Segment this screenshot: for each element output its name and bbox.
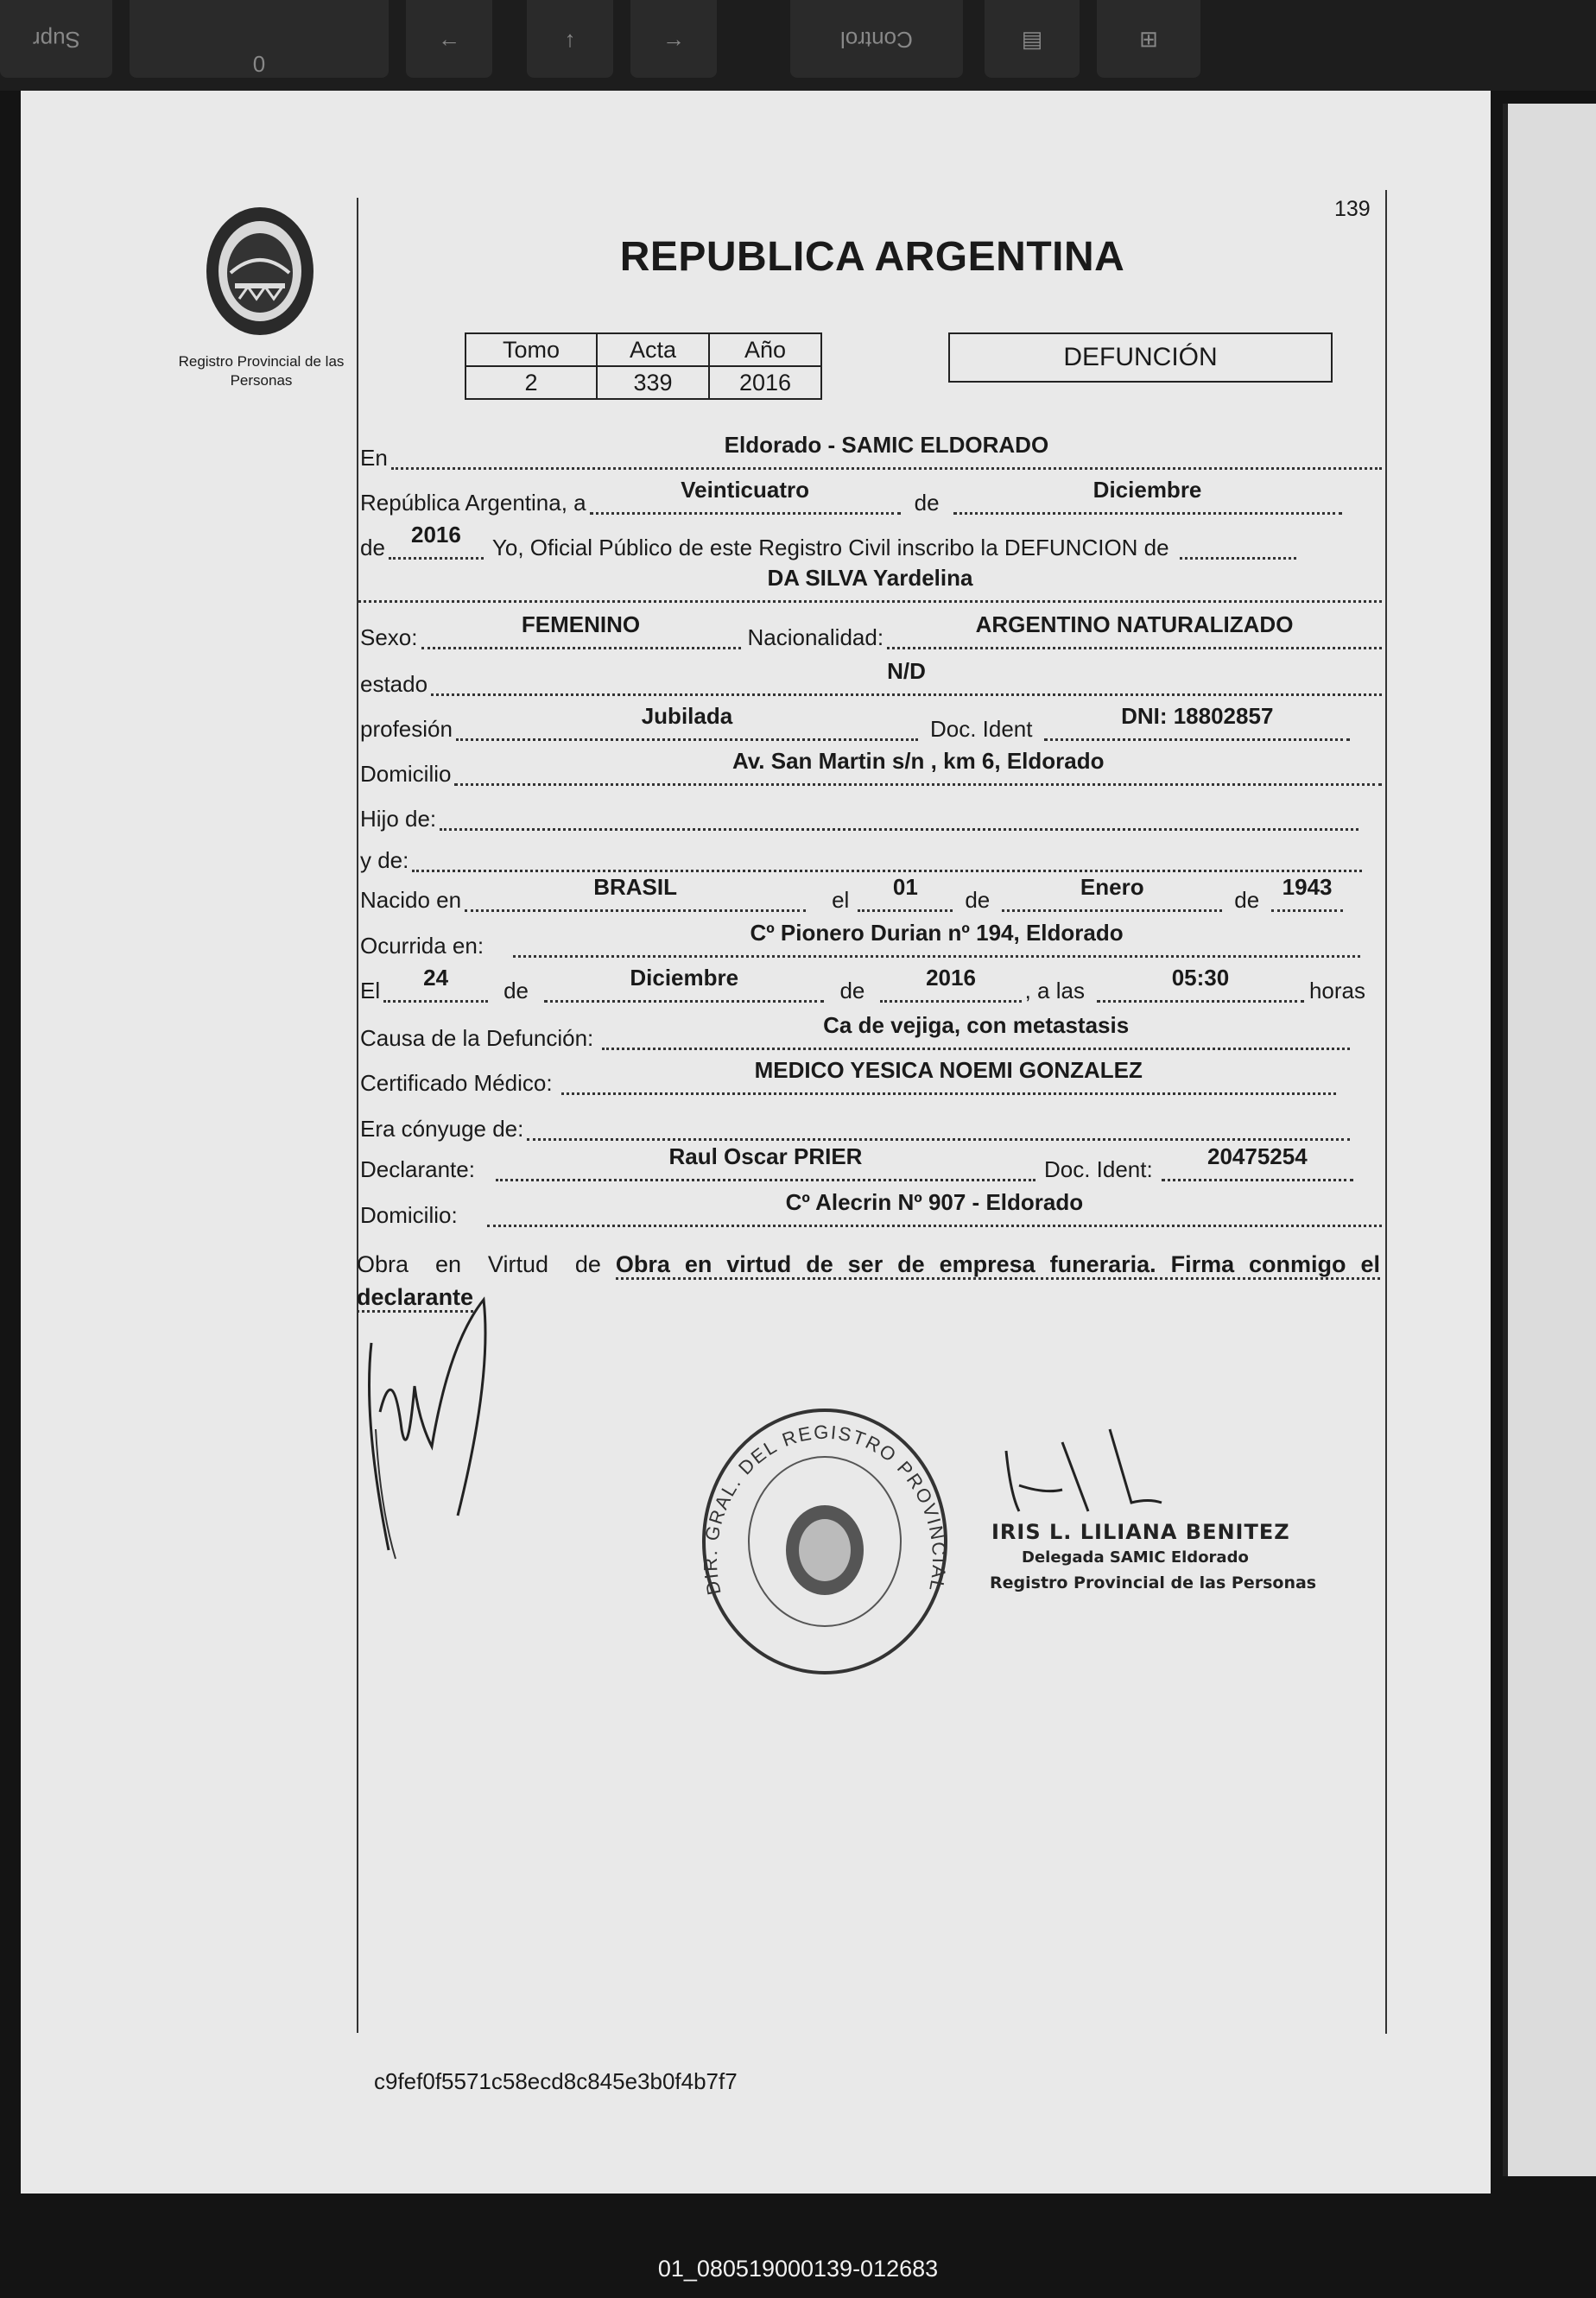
field-ocurrida-en: [513, 920, 1360, 958]
row-declarante: [358, 1143, 1353, 1187]
value-nombre: DA SILVA Yardelina: [767, 565, 973, 591]
label-ocurrida-en: Ocurrida en:: [360, 933, 484, 959]
row-ocurrida: [358, 920, 1360, 963]
value-nac-mes: Enero: [1080, 874, 1144, 900]
field-sexo: [421, 611, 741, 649]
value-declarante-domicilio: Cº Alecrin Nº 907 - Eldorado: [785, 1189, 1084, 1215]
field-anio: [389, 522, 484, 560]
field-estado: [431, 658, 1382, 696]
key-label: Control: [840, 26, 913, 53]
row-causa: [358, 1012, 1350, 1055]
header-acta: Acta: [597, 333, 709, 366]
value-causa: Ca de vejiga, con metastasis: [823, 1012, 1130, 1038]
field-hijo-de: [440, 797, 1358, 831]
field-def-anio: [880, 965, 1021, 1003]
label-y-de: y de:: [360, 847, 409, 873]
key-label: 0: [252, 51, 266, 77]
provincia-misiones-emblem: [200, 204, 320, 339]
label-nacionalidad: Nacionalidad:: [747, 624, 884, 650]
keyboard-background: [0, 0, 1596, 91]
right-border-line: [1385, 190, 1387, 2034]
windows-icon: ⊞: [1139, 25, 1158, 52]
value-acta: 339: [597, 366, 709, 399]
value-def-anio: 2016: [926, 965, 976, 991]
key-windows: [1097, 0, 1200, 78]
value-mes: Diciembre: [1092, 477, 1202, 503]
document-title: REPUBLICA ARGENTINA: [619, 234, 1125, 280]
value-declarante: Raul Oscar PRIER: [668, 1143, 863, 1169]
value-lugar: Eldorado - SAMIC ELDORADO: [724, 432, 1049, 458]
value-def-mes: Diciembre: [630, 965, 739, 991]
label-de: de: [504, 978, 529, 1003]
label-profesion: profesión: [360, 716, 453, 742]
label-sexo: Sexo:: [360, 624, 418, 650]
label-doc-ident: Doc. Ident:: [1043, 1156, 1153, 1182]
value-ocurrida-en: Cº Pionero Durian nº 194, Eldorado: [750, 920, 1124, 946]
row-profesion: [358, 703, 1350, 746]
official-office: Registro Provincial de las Personas: [990, 1573, 1317, 1592]
row-y-de: [358, 843, 1362, 877]
value-anio: 2016: [411, 522, 461, 548]
value-nacido-en: BRASIL: [593, 874, 677, 900]
value-def-hora: 05:30: [1171, 965, 1230, 991]
field-def-hora: [1097, 965, 1304, 1003]
header-anio: Año: [709, 333, 821, 366]
row-fecha-defuncion: [358, 965, 1369, 1008]
field-declarante-doc: [1162, 1143, 1353, 1181]
key-zero: [130, 0, 389, 78]
field-y-de: [412, 839, 1362, 872]
header-tomo: Tomo: [466, 333, 597, 366]
label-certificado: Certificado Médico:: [360, 1070, 553, 1096]
label-horas: horas: [1308, 978, 1365, 1003]
arrow-right-icon: →: [662, 25, 685, 52]
field-nac-anio: [1271, 874, 1343, 912]
registry-caption: Registro Provincial de las Personas: [178, 353, 345, 389]
row-conyuge: [358, 1111, 1350, 1146]
key-menu: [985, 0, 1080, 78]
field-conyuge: [527, 1107, 1350, 1141]
svg-text:DIR. GRAL. DEL REGISTRO PROVIN: DIR. GRAL. DEL REGISTRO PROVINCIAL: [699, 1421, 951, 1598]
field-def-mes: [544, 965, 824, 1003]
field-doc-ident: [1044, 703, 1350, 741]
footer-filename: 01_080519000139-012683: [657, 2256, 939, 2282]
key-control: [790, 0, 963, 78]
row-estado: [358, 658, 1382, 701]
value-estado: N/D: [887, 658, 926, 684]
label-de: de: [965, 887, 991, 913]
declarant-signature: [354, 1291, 501, 1576]
act-type-box: DEFUNCIÓN: [948, 332, 1333, 383]
row-anio: [358, 522, 1382, 565]
label-doc-ident: Doc. Ident: [929, 716, 1033, 742]
row-hijo-de: [358, 801, 1358, 836]
value-doc-ident: DNI: 18802857: [1121, 703, 1274, 729]
row-fecha: [358, 477, 1382, 520]
value-certificado: MEDICO YESICA NOEMI GONZALEZ: [754, 1057, 1143, 1083]
value-def-dia: 24: [423, 965, 449, 991]
label-de: de: [914, 490, 940, 516]
row-obra: [357, 1248, 1380, 1314]
label-de: de: [1234, 887, 1260, 913]
field-declarante: [496, 1143, 1036, 1181]
key-right: [630, 0, 717, 78]
field-def-dia: [383, 965, 488, 1003]
registry-table: [465, 332, 822, 400]
label-declarante: Declarante:: [360, 1156, 475, 1182]
label-nacido-en: Nacido en: [360, 887, 462, 913]
key-left: [406, 0, 492, 78]
label-El: El: [360, 978, 381, 1003]
row-domicilio: [358, 748, 1382, 791]
arrow-left-icon: ←: [438, 25, 460, 52]
label-a-las: , a las: [1024, 978, 1085, 1003]
field-certificado: [561, 1057, 1336, 1095]
label-de: de: [839, 978, 865, 1003]
field-lugar: [391, 432, 1382, 470]
value-declarante-doc: 20475254: [1207, 1143, 1308, 1169]
key-label: Supr: [32, 26, 80, 53]
field-profesion: [456, 703, 918, 741]
row-nombre: [358, 565, 1382, 608]
value-dia: Veinticuatro: [681, 477, 810, 503]
label-republica: República Argentina, a: [360, 490, 586, 516]
label-en: En: [360, 445, 388, 471]
value-sexo: FEMENINO: [521, 611, 641, 637]
value-domicilio: Av. San Martin s/n , km 6, Eldorado: [732, 748, 1105, 774]
field-causa: [602, 1012, 1350, 1050]
arrow-up-icon: ↑: [564, 25, 576, 52]
label-conyuge: Era cónyuge de:: [360, 1116, 524, 1142]
field-nac-mes: [1002, 874, 1222, 912]
value-obra: Obra en virtud de ser de empresa funeraria. Firma conmigo el declarante: [357, 1251, 1380, 1313]
label-obra: Obra en Virtud de: [357, 1251, 601, 1277]
value-nac-dia: 01: [892, 874, 918, 900]
field-blank: [1180, 526, 1296, 560]
label-causa: Causa de la Defunción:: [360, 1025, 594, 1051]
value-tomo: 2: [466, 366, 597, 399]
label-domicilio: Domicilio:: [360, 1202, 458, 1228]
label-hijo-de: Hijo de:: [360, 806, 437, 832]
label-domicilio: Domicilio: [360, 761, 452, 787]
value-anio: 2016: [709, 366, 821, 399]
document-hash: c9fef0f5571c58ecd8c845e3b0f4b7f7: [374, 2068, 738, 2094]
value-nac-anio: 1943: [1282, 874, 1333, 900]
field-declarante-domicilio: [487, 1189, 1382, 1227]
row-lugar: [358, 432, 1382, 475]
value-nacionalidad: ARGENTINO NATURALIZADO: [975, 611, 1294, 637]
label-yo: Yo, Oficial Público de este Registro Civil inscribo la DEFUNCION de: [491, 535, 1169, 560]
key-up: [527, 0, 613, 78]
field-nombre: [358, 565, 1382, 603]
field-nacionalidad: [887, 611, 1382, 649]
row-domicilio-declarante: [358, 1189, 1382, 1232]
page-number: 139: [1334, 197, 1371, 221]
value-profesion: Jubilada: [641, 703, 733, 729]
row-sexo: [358, 611, 1382, 655]
official-name: IRIS L. LILIANA BENITEZ: [991, 1520, 1290, 1544]
field-mes: [953, 477, 1342, 515]
field-dia: [590, 477, 901, 515]
next-page-edge: [1503, 104, 1596, 2176]
label-estado: estado: [360, 671, 428, 697]
official-signature: [993, 1425, 1183, 1520]
official-role: Delegada SAMIC Eldorado: [1022, 1548, 1249, 1567]
field-nac-dia: [858, 874, 953, 912]
key-supr: [0, 0, 112, 78]
label-el: el: [832, 887, 850, 913]
label-de: de: [360, 535, 385, 560]
menu-icon: ▤: [1021, 25, 1043, 52]
field-domicilio: [454, 748, 1382, 786]
field-nacido-en: [465, 874, 806, 912]
official-seal-stamp: [695, 1403, 954, 1680]
row-nacimiento: [358, 874, 1343, 917]
row-certificado: [358, 1057, 1336, 1100]
